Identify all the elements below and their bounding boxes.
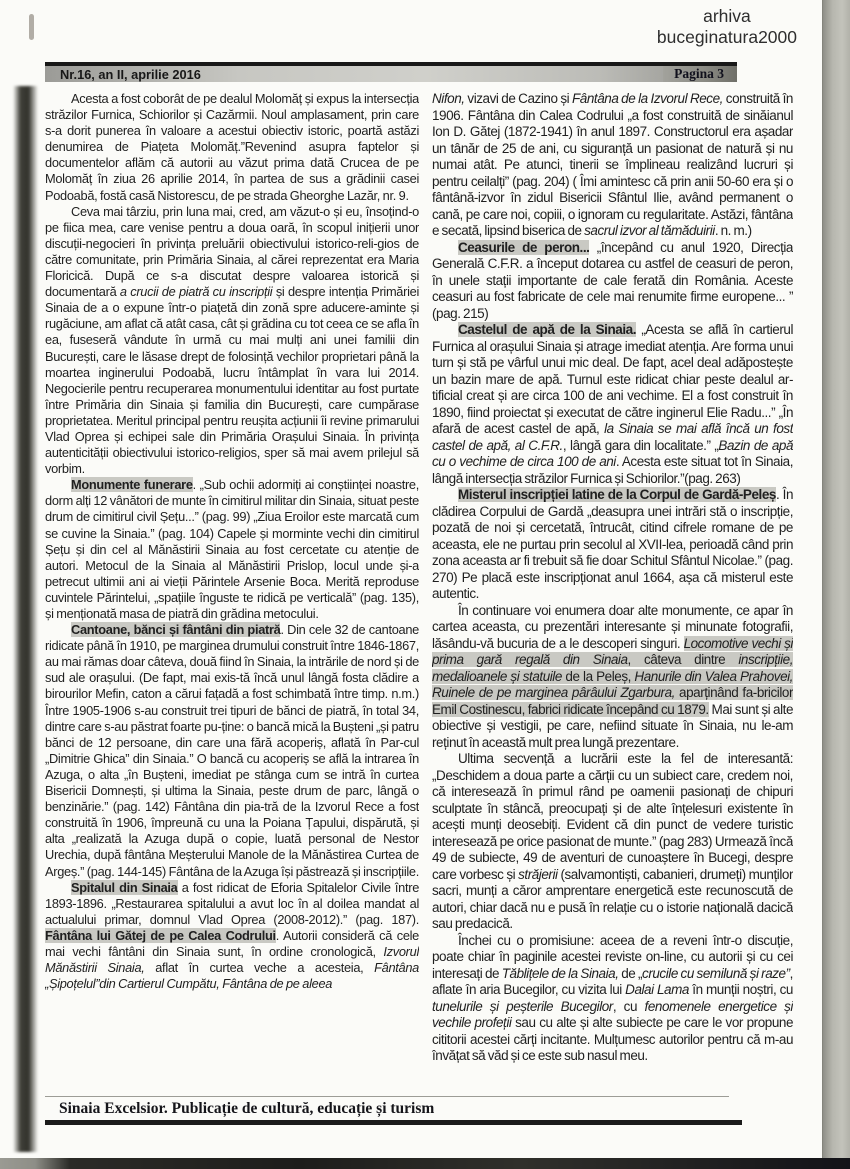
paragraph (432, 91, 793, 240)
paragraph (45, 91, 419, 204)
paragraph (432, 322, 793, 487)
text-segment: Fântâna de la Izvorul Rece, (571, 91, 723, 106)
archive-label (657, 6, 797, 48)
text-segment: tunelurile și peșterile Bucegilor (432, 998, 613, 1014)
issue-label: Nr.16, an II, aprilie 2016 (60, 66, 201, 82)
archive-label-line2: buceginatura2000 (656, 27, 797, 47)
text-segment: Cantoane, bănci și fântâni din piatră (71, 622, 281, 638)
text-segment: Izvorul Mănăstirii Sinaia, (45, 943, 419, 976)
text-segment: Mai sunt și alte obiective și vestigii, pe care, nefiind situate în Sinaia, nu le-am reținut în această mult prea lungă prezentare. (432, 701, 793, 750)
text-segment: inscripțiie, medalioanele și statuile (432, 652, 793, 684)
scan-edge-bottom (0, 1158, 850, 1169)
text-segment: aflat în curtea veche a acesteia, (144, 960, 375, 976)
text-segment: crucile cu semilună și raze” (642, 965, 790, 981)
text-segment: sacrul izvor al tămăduirii (584, 223, 715, 238)
text-segment: construită în 1906. Fântâna din Calea Codrului „a fost construită de sinăianul Ion D. Gătej (1872-1941) în anul 1897. Constructorul era așadar un tânăr de 25 de ani, cu siguranță un pasionat de natură și nu numai atât. Pe atunci, tinerii se împlineau realizând lucruri și pentru ceilalți” (pag. 204) ( Îmi amintesc că prin anii 50-60 era și o fântână-izvor în zidul Bisericii Sfântul Ilie, având permanent o cană, pe care noi, copiii, o ignoram cu regularitate. Astăzi, fântâna e secată, lipsind biserica de (432, 91, 793, 238)
paragraph (432, 933, 793, 1065)
text-segment: Închei cu o promisiune: aceea de a reveni într-o discuție, poate chiar în paginile acestei reviste on-line, cu autorii și cu cei interesați de (432, 932, 793, 981)
text-segment: sau cu alte și alte subiecte pe care le vor propune cititorii acestei cărți incitante. Mulțumesc autorilor pentru că m-au învățat să văd și ce este sub nasul meu. (432, 1015, 793, 1063)
column-left (45, 91, 419, 1099)
text-segment: , aflate în aria Bucegilor, cu vizita lui (432, 965, 793, 997)
text-segment: fenomenele energetice și vechile profeții (432, 998, 793, 1030)
text-segment: a fost ridicat de Eforia Spitalelor Civile între 1893-1896. „Restaurarea spitalului a avut loc în al doilea mandat al actualului primar, domnul Vlad Oprea (2008-2012).” (pag. 187). (45, 879, 419, 927)
scan-edge-right (822, 0, 850, 1169)
text-segment: , câteva dintre (627, 652, 739, 667)
text-segment: Hanurile din Valea Prahovei, Ruinele de pe marginea pârâului Zgarbura, (432, 668, 793, 700)
paragraph (45, 204, 419, 478)
column-right (432, 91, 793, 1099)
text-segment: Fântâna „Șipoțelul”din Cartierul Cumpătu, Fântâna de pe aleea (45, 960, 419, 992)
text-segment: „începând cu anul 1920, Direcția Generală C.F.R. a început dotarea cu astfel de ceasuri de peron, în unele stații importante de cale ferată din România. Aceste ceasuri au fost fabricate de cele mai renumite firme europene... ” (pag. 215) (432, 239, 793, 321)
text-segment: . Din cele 32 de cantoane ridicate până în 1910, pe marginea drumului construit între 1846-1867, au mai rămas doar câteva, două fiind în Sinaia, la intrările de nord și de sud ale orașului. (De fapt, mai exis-tă încă unul lângă fosta clădire a birourilor Mefin, caton a cărui fațadă a fost schimbată între timp. n.m.) Între 1905-1906 s-au construit trei tipuri de bănci de piatră, în total 34, dintre care s-au păstrat foarte pu-ține: o bancă mică la Bușteni „și patru bănci de 12 persoane, din care una fără acoperiș, aflată în Par-cul „Dimitrie Ghica” din Sinaia.” O bancă cu acoperiș se află la intrarea în Azuga, o alta „în Bușteni, imediat pe stânga cum se intră în curtea Bisericii Domnești, și ultima la Sinaia, peste drum de parc, lângă o benzinărie.” (pag. 142) Fântâna din pia-tră de la Izvorul Rece a fost construită în 1906, împreună cu una la Poiana Țapului, dispărută, și alta „realizată la Azuga după o copie, luată personal de Nestor Urechia, după fântâna Meșterului Manole de la Mănăstirea Curtea de Argeș.” (pag. 144-145) Fântâna de la Azuga își păstrează și inscripțiile. (45, 622, 419, 879)
text-segment: la Sinaia se mai află încă un fost castel de apă, al C.F.R. (432, 421, 793, 453)
text-segment: de la Peleș, (561, 668, 635, 684)
text-segment: , cu (612, 998, 645, 1014)
text-segment: Locomotive vechi și prima gară regală din Sinaia (432, 635, 793, 667)
text-segment: , lângă gara din localitate.” „ (562, 437, 719, 453)
text-segment: aparținând fa-bricilor Emil Costinescu, fabrici ridicate începând cu 1879. (432, 685, 793, 717)
text-segment: Acesta a fost coborât de pe dealul Molomăț și expus la intersecția străzilor Furnica, Schiorilor și Cazărmii. Noul amplasament, prin care s-a dorit punerea în valoare a acestui obiectiv istoric, poartă astăzi denumirea de Piațeta Molomăț.”Revenind asupra faptelor și documentelor aflăm că autorii au văzut prima dată Crucea de pe Molomăț în ziua 26 aprilie 2014, în partea de sus a grădinii casei Podoabă, fostă casă Nistorescu, de pe strada Gheorghe Lazăr, nr. 9. (45, 91, 419, 203)
paragraph (432, 751, 793, 933)
paragraph (432, 487, 793, 603)
text-segment: Fântâna lui Gătej de pe Calea Codrului (45, 927, 276, 943)
text-segment: Spitalul din Sinaia (71, 879, 178, 895)
page-number: Pagina 3 (663, 66, 737, 82)
text-segment: Monumente funerare (71, 477, 193, 493)
text-segment: Ceasurile de peron... (458, 239, 590, 255)
text-segment: Nifon, (432, 91, 465, 106)
text-segment: Dalai Lama (625, 982, 689, 997)
text-segment: Bazin de apă cu o vechime de circa 100 de ani (432, 437, 793, 469)
text-segment: . Autorii consideră că cele mai vechi fântâni din Sinaia sunt, în ordine cronologică, (45, 927, 419, 959)
footer-title: Sinaia Excelsior. Publicație de cultură, educație și turism (59, 1100, 435, 1117)
footer-rule (45, 1120, 742, 1125)
text-segment: . În clădirea Corpului de Gardă „deasupra unei intrări stă o inscripție, pozată de noi și cercetată, întrucât, citind cifrele romane de pe aceasta, ele ne purtau prin secolul al XVII-lea, perioadă când prin zona aceasta ar fi trebuit să fie doar Schitul Sfântul Nicolae.” (pag. 270) Pe placă este inscripționat anul 1664, așa că misterul este autentic. (432, 487, 793, 601)
text-segment: Misterul inscripției latine de la Corpul de Gardă-Peleș (458, 487, 776, 502)
text-segment: de „ (618, 965, 643, 981)
text-segment: (salvamontiști, cabanieri, drumeți) munților sacri, munți a căror amprentare energetică este recunoscută de autori, chiar dacă nu e pusă în relație cu o istorie națională dacică sau predacică. (432, 866, 793, 931)
text-segment: a crucii de piatră cu inscripții (119, 284, 273, 300)
text-segment: . Acesta este situat tot în Sinaia, lângă intersecția străzilor Furnica și Schiorilor.”(pag. 263) (432, 454, 793, 486)
text-segment: Tăblițele de la Sinaia, (501, 965, 619, 981)
footer-bar (45, 1096, 729, 1119)
text-segment: . n. m.) (714, 223, 752, 238)
archive-label-line1: arhiva (703, 6, 751, 26)
paragraph (432, 603, 793, 752)
header-bar (45, 62, 737, 82)
text-segment: Ultima secvență a lucrării este la fel de interesantă: „Deschidem a doua parte a cărții cu un subiect care, credem noi, că interesează în primul rând pe oamenii pasionați de chipuri sculptate în stâncă, preocupați și de alte înțelesuri existente în acești munți deosebiți. Evident că din punct de vedere turistic interesează pe orice pasionat de munte.” (pag 283) Urmează încă 49 de subiecte, 49 de aventuri de cunoaștere în Bucegi, despre care vorbesc și (432, 751, 793, 882)
scan-shadow-left (13, 86, 38, 1152)
scan-speck (29, 14, 34, 40)
paragraph (45, 880, 419, 993)
text-segment: Castelul de apă de la Sinaia. (458, 322, 636, 337)
paragraph (45, 622, 419, 880)
text-segment: vizavi de Cazino și (464, 91, 572, 106)
text-segment: străjerii (518, 866, 558, 882)
text-segment: și despre intenția Primăriei Sinaia de a o expune într-o piațetă din zonă spre aducere-aminte și rugăciune, am aflat că atât casa, cât și grădina cu tot ceea ce se afla în ea, fuseseră vândute în urmă cu mai mulți ani unei familii din București, care le lăsase drept de folosință vechilor proprietari până la moartea inginerului Podoabă, lucru întâmplat în vara lui 2014. Negocierile pentru recuperarea monumentului identitar au fost purtate între Primăria din Sinaia și familia din București, care cumpărase proprietatea. Meritul principal pentru reușita acțiunii îi revine primarului Vlad Oprea și echipei sale din Primăria Orașului Sinaia. În privința autenticității obiectivului istorico-religios, sper să mai avem prilejul să vorbim. (45, 284, 419, 477)
text-segment: În continuare voi enumera doar alte monumente, ce apar în cartea aceasta, cu prezentări interesante și minunate fotografii, lăsându-vă bucuria de a le descoperi singuri. (432, 602, 793, 651)
paragraph (432, 240, 793, 323)
article-body (45, 91, 793, 1099)
text-segment: „Acesta se află în cartierul Furnica al orașului Sinaia și atrage imediat atenția. Are forma unui turn și stă pe vârful unui mic deal. De fapt, acel deal adăpostește un bazin mare de apă. Turnul este ridicat chiar peste dealul ar-tificial creat și are circa 100 de ani vechime. El a fost construit în 1890, fiind proiectat și executat de către inginerul Elie Radu...” „În afară de acest castel de apă, (432, 322, 793, 436)
text-segment: . „Sub ochii adormiți ai conștiinței noastre, dorm alți 12 vânători de munte în cimitirul militar din Sinaia, situat peste drum de cimitirul civil Șețu...” (pag. 99) „Ziua Eroilor este marcată cum se cuvine la Sinaia.” (pag. 104) Capele și morminte vechi din cimitirul Șețu și din cel al Mănăstirii Sinaia au fost cercetate cu atenție de autori. Metocul de la Sinaia al Mănăstirii Prislop, locul unde și-a petrecut ultimii ani ai vieții Părintele Arsenie Boca. Merită reproduse cuvintele Părintelui, „spațiile înguste te ridică pe verticală” (pag. 135), și menționată masa de piatră din grădina metocului. (45, 477, 419, 621)
text-segment: în munții noștri, cu (688, 982, 793, 997)
text-segment: Ceva mai târziu, prin luna mai, cred, am văzut-o și eu, însoțind-o pe fiica mea, care venise pentru a doua oară, în scopul inițierii unor discuții-negocieri în privința preluării obiectivului istorico-reli-gios de către comunitate, prin Primăria Sinaia, al cărei reprezentat era Maria Floricică. După ce s-a discutat despre valoarea istorică și documentară (45, 203, 419, 300)
paragraph (45, 477, 419, 622)
